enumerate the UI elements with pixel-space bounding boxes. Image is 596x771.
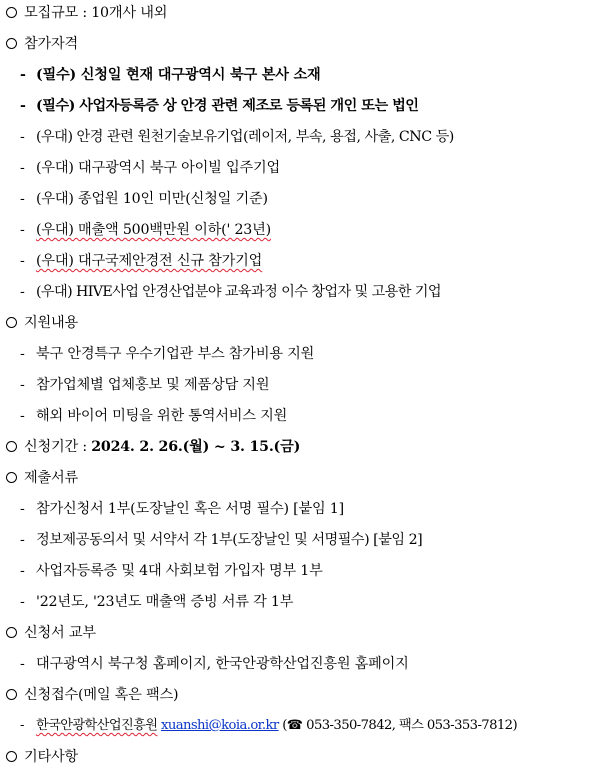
circle-bullet-icon [6, 38, 17, 49]
circle-bullet-icon [6, 627, 17, 638]
list-item: - 북구 안경특구 우수기업관 부스 참가비용 지원 [20, 346, 315, 362]
circle-bullet-icon [6, 7, 17, 18]
circle-bullet-icon [6, 689, 17, 700]
list-item: - (우대) 종업원 10인 미만(신청일 기준) [20, 191, 268, 207]
email-link[interactable]: xuanshi@koia.or.kr [160, 718, 279, 733]
section-period: 신청기간 : 2024. 2. 26.(월) ~ 3. 15.(금) [6, 434, 300, 460]
list-item: - (우대) 대구광역시 북구 아이빌 입주기업 [20, 160, 280, 176]
list-item: - (우대) HIVE사업 안경산업분야 교육과정 이수 창업자 및 고용한 기업 [20, 284, 441, 300]
list-item: - (우대) 매출액 500백만원 이하(' 23년) [20, 222, 271, 238]
contact-info: (☎ 053-350-7842, 팩스 053-353-7812) [282, 718, 518, 733]
list-item: - 대구광역시 북구청 홈페이지, 한국안광학산업진흥원 홈페이지 [20, 656, 409, 672]
section-distribution: 신청서 교부 [6, 620, 96, 646]
org-name: 한국안광학산업진흥원 [36, 718, 158, 733]
circle-bullet-icon [6, 441, 17, 452]
list-item: - 정보제공동의서 및 서약서 각 1부(도장날인 및 서명필수) [붙임 2] [20, 532, 423, 548]
list-item: - (우대) 안경 관련 원천기술보유기업(레이저, 부속, 용접, 사출, CNC 등) [20, 129, 454, 145]
circle-bullet-icon [6, 751, 17, 762]
section-etc: 기타사항 [6, 744, 78, 770]
section-scale: 모집규모 : 10개사 내외 [6, 0, 167, 26]
list-item: - (필수) 신청일 현재 대구광역시 북구 본사 소재 [20, 67, 321, 83]
list-item: - (우대) 대구국제안경전 신규 참가기업 [20, 253, 263, 269]
list-item: - 참가신청서 1부(도장날인 혹은 서명 필수) [붙임 1] [20, 501, 344, 517]
list-item: - (필수) 사업자등록증 상 안경 관련 제조로 등록된 개인 또는 법인 [20, 98, 419, 114]
section-eligibility: 참가자격 [6, 31, 78, 57]
list-item: - 한국안광학산업진흥원 xuanshi@koia.or.kr (☎ 053-350-7842, 팩스 053-353-7812) [20, 718, 518, 733]
section-submission: 신청접수(메일 혹은 팩스) [6, 682, 178, 708]
section-support: 지원내용 [6, 310, 78, 336]
section-documents: 제출서류 [6, 465, 78, 491]
circle-bullet-icon [6, 317, 17, 328]
circle-bullet-icon [6, 472, 17, 483]
list-item: - 해외 바이어 미팅을 위한 통역서비스 지원 [20, 408, 288, 424]
list-item: - 사업자등록증 및 4대 사회보험 가입자 명부 1부 [20, 563, 323, 579]
list-item: - 참가업체별 업체홍보 및 제품상담 지원 [20, 377, 270, 393]
list-item: - '22년도, '23년도 매출액 증빙 서류 각 1부 [20, 594, 294, 610]
